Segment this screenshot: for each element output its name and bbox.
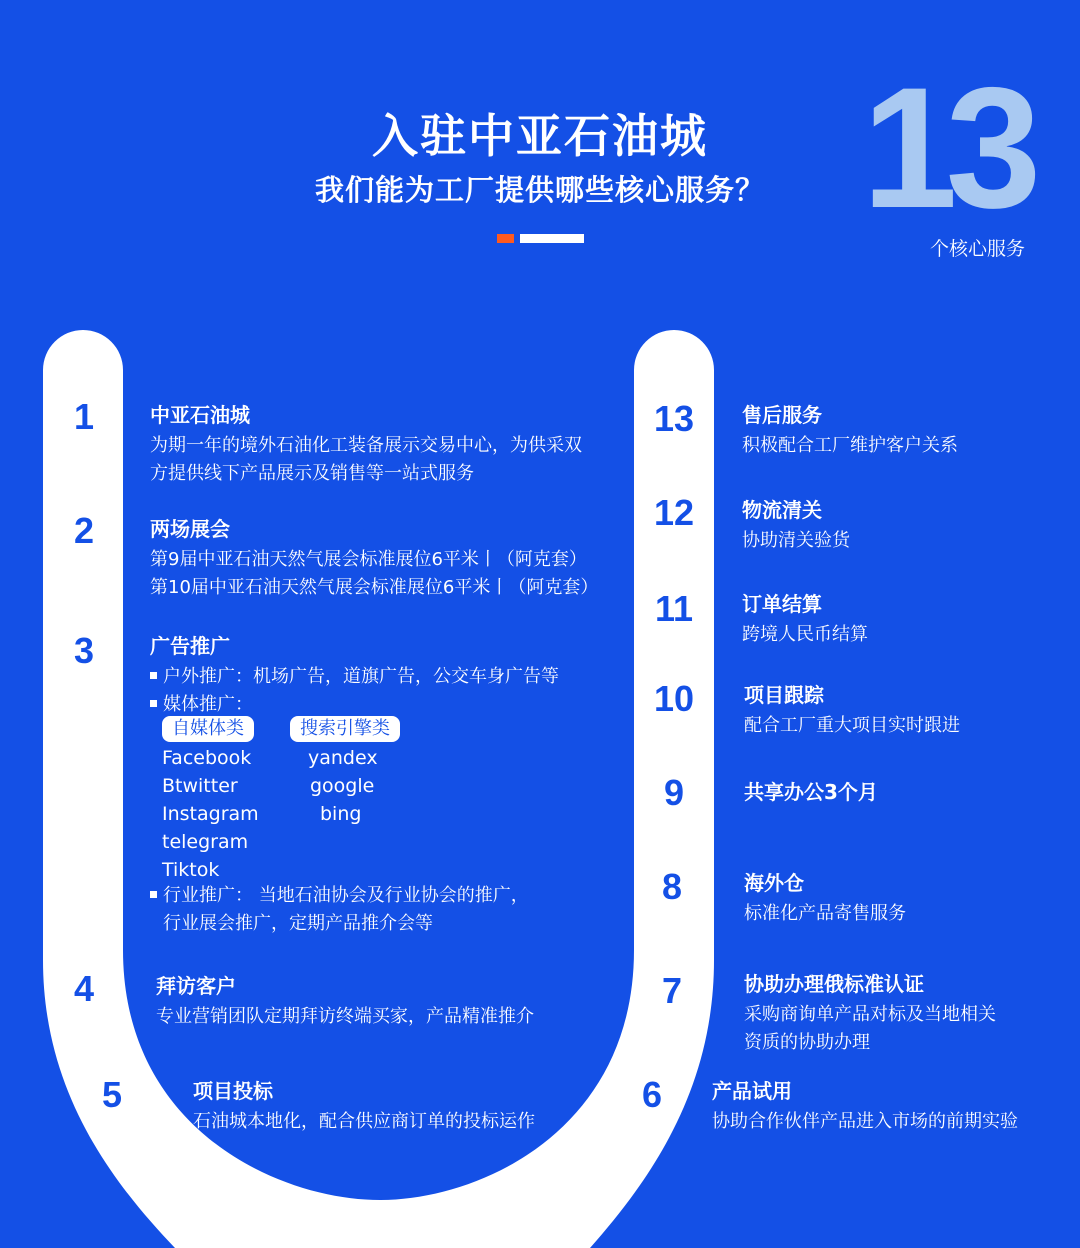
service-item-2 xyxy=(150,513,598,602)
service-item-8 xyxy=(744,867,906,928)
media-item: Facebook xyxy=(162,747,252,769)
service-title: 广告推广 xyxy=(150,634,230,658)
service-count-caption: 个核心服务 xyxy=(930,238,1026,260)
service-title: 海外仓 xyxy=(744,871,804,895)
media-column-search xyxy=(290,716,400,828)
service-number-5: 5 xyxy=(101,1074,123,1115)
media-item: google xyxy=(310,775,375,797)
page-subtitle: 我们能为工厂提供哪些核心服务？ xyxy=(314,173,765,207)
media-column-header: 自媒体类 xyxy=(162,716,254,742)
service-title: 售后服务 xyxy=(742,403,822,427)
service-desc-line: 跨境人民币结算 xyxy=(742,624,868,645)
media-promotion-label: 媒体推广： xyxy=(150,691,559,719)
service-desc-line: 第9届中亚石油天然气展会标准展位6平米丨（阿克套） xyxy=(150,549,587,570)
service-title: 拜访客户 xyxy=(156,974,236,998)
industry-promotion-line: 行业展会推广，定期产品推介会等 xyxy=(163,913,433,934)
service-title: 产品试用 xyxy=(712,1079,792,1103)
service-number-10: 10 xyxy=(653,678,695,719)
service-desc-line: 石油城本地化，配合供应商订单的投标运作 xyxy=(193,1111,535,1132)
service-desc-line: 采购商询单产品对标及当地相关 xyxy=(744,1004,996,1025)
service-item-1 xyxy=(150,399,582,488)
page-title: 入驻中亚石油城 xyxy=(372,109,708,163)
industry-promotion-line: 行业推广： 当地石油协会及行业协会的推广， xyxy=(150,882,529,910)
service-title: 两场展会 xyxy=(150,517,230,541)
media-item: Tiktok xyxy=(162,859,220,881)
service-item-3 xyxy=(150,630,559,719)
service-title: 物流清关 xyxy=(742,498,822,522)
service-item-12 xyxy=(742,494,850,555)
media-item: Instagram xyxy=(162,803,259,825)
service-desc-line: 标准化产品寄售服务 xyxy=(744,903,906,924)
service-item-7 xyxy=(744,968,996,1057)
service-number-2: 2 xyxy=(73,510,95,551)
service-title: 共享办公3个月 xyxy=(744,780,878,804)
media-item: telegram xyxy=(162,831,249,853)
service-title: 项目投标 xyxy=(193,1079,273,1103)
media-column-header: 搜索引擎类 xyxy=(290,716,400,742)
service-number-4: 4 xyxy=(73,968,95,1009)
outdoor-promotion: 户外推广：机场广告，道旗广告，公交车身广告等 xyxy=(150,663,559,691)
service-item-10 xyxy=(744,679,960,740)
service-count-number: 13 xyxy=(862,52,1030,244)
service-number-3: 3 xyxy=(73,630,95,671)
service-item-6 xyxy=(712,1075,1018,1136)
service-title: 订单结算 xyxy=(742,592,822,616)
service-item-5 xyxy=(193,1075,535,1136)
service-number-8: 8 xyxy=(661,866,683,907)
service-desc-line: 积极配合工厂维护客户关系 xyxy=(742,435,958,456)
media-item: bing xyxy=(320,803,362,825)
service-number-11: 11 xyxy=(654,588,694,629)
media-item: Btwitter xyxy=(162,775,238,797)
service-title: 项目跟踪 xyxy=(744,683,824,707)
service-item-4 xyxy=(156,970,534,1031)
service-desc-line: 协助清关验货 xyxy=(742,530,850,551)
industry-promotion xyxy=(150,882,529,938)
service-number-9: 9 xyxy=(663,772,685,813)
service-title: 协助办理俄标准认证 xyxy=(744,972,924,996)
service-desc-line: 配合工厂重大项目实时跟进 xyxy=(744,715,960,736)
service-item-13 xyxy=(742,399,958,460)
service-desc-line: 专业营销团队定期拜访终端买家，产品精准推介 xyxy=(156,1006,534,1027)
service-number-12: 12 xyxy=(653,492,695,533)
service-number-7: 7 xyxy=(661,970,683,1011)
service-desc-line: 资质的协助办理 xyxy=(744,1032,870,1053)
service-desc-line: 方提供线下产品展示及销售等一站式服务 xyxy=(150,463,474,484)
service-number-1: 1 xyxy=(73,396,95,437)
service-item-11 xyxy=(742,588,868,649)
service-title: 中亚石油城 xyxy=(150,403,250,427)
service-desc-line: 第10届中亚石油天然气展会标准展位6平米丨（阿克套） xyxy=(150,577,599,598)
service-number-6: 6 xyxy=(641,1074,663,1115)
service-number-13: 13 xyxy=(653,398,695,439)
service-desc-line: 为期一年的境外石油化工装备展示交易中心，为供采双 xyxy=(150,435,582,456)
media-item: yandex xyxy=(308,747,378,769)
media-column-self xyxy=(162,716,259,884)
service-item-9 xyxy=(744,776,878,805)
service-desc-line: 协助合作伙伴产品进入市场的前期实验 xyxy=(712,1111,1018,1132)
